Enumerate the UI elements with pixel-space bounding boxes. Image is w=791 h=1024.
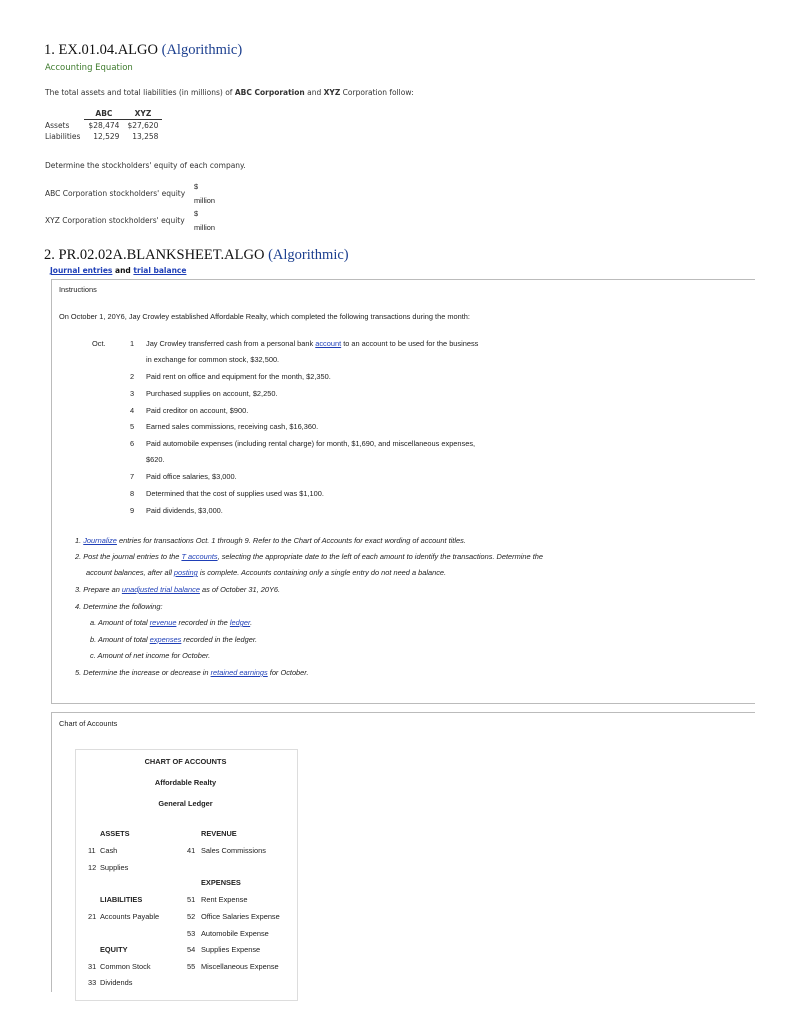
panel-left-border (51, 279, 52, 704)
account-number: 54 (187, 945, 196, 954)
step-4 (75, 602, 163, 611)
account-link[interactable]: account (315, 339, 342, 348)
q1-answer-label-abc: ABC Corporation stockholders' equity (45, 189, 186, 198)
transaction-text-line2: in exchange for common stock, $32,500. (146, 355, 280, 364)
account-name: Supplies Expense (201, 945, 261, 954)
expenses-link[interactable]: expenses (149, 635, 182, 644)
table-cell: $28,474 (88, 121, 120, 130)
q1-data-table (41, 108, 162, 142)
account-number: 31 (88, 962, 97, 971)
q2-heading (50, 266, 186, 275)
step-number: 1. (75, 536, 82, 545)
account-name: Common Stock (100, 962, 151, 971)
table-header: ABC (84, 108, 123, 120)
coa-liabilities-heading: LIABILITIES (100, 895, 143, 904)
journalize-link[interactable]: Journalize (83, 536, 117, 545)
coa-company: Affordable Realty (154, 778, 217, 787)
transaction-text: Earned sales commissions, receiving cash, $16,360. (146, 422, 319, 431)
step-text: b. Amount of total (90, 635, 150, 644)
account-number: 21 (88, 912, 97, 921)
transaction-day: 8 (130, 489, 135, 498)
step-4c: c. Amount of net income for October. (90, 651, 211, 660)
q2-title-main: 2. PR.02.02A.BLANKSHEET.ALGO (44, 247, 269, 263)
q1-title (44, 42, 242, 59)
account-name: Office Salaries Expense (201, 912, 280, 921)
step-text: as of October 31, 20Y6. (199, 585, 281, 594)
unadjusted-trial-balance-link[interactable]: unadjusted trial balance (121, 585, 200, 594)
step-text: a. Amount of total (90, 618, 150, 627)
coa-label: Chart of Accounts (59, 719, 118, 728)
step-text: Determine the increase or decrease in (83, 668, 211, 677)
q2-heading-and: and (112, 266, 134, 275)
account-name: Automobile Expense (201, 929, 269, 938)
transaction-text-post: to an account to be used for the business (341, 339, 479, 348)
coa-panel-left-border (51, 712, 52, 992)
unit-label: million (194, 223, 215, 232)
q1-intro-xyz: XYZ (323, 88, 341, 97)
account-name: Cash (100, 846, 118, 855)
q1-intro-abc: ABC Corporation (234, 88, 305, 97)
coa-title: CHART OF ACCOUNTS (144, 757, 227, 766)
table-row (41, 120, 162, 132)
coa-assets-heading: ASSETS (100, 829, 130, 838)
instructions-label: Instructions (59, 285, 97, 294)
table-header (41, 108, 84, 120)
account-name: Supplies (100, 863, 129, 872)
table-cell: $27,620 (127, 121, 159, 130)
q1-prompt: Determine the stockholders' equity of each company. (45, 161, 246, 170)
transaction-month: Oct. (92, 339, 106, 348)
step-2 (75, 552, 543, 561)
transaction-day: 6 (130, 439, 135, 448)
q1-subtitle: Accounting Equation (45, 63, 133, 73)
account-number: 33 (88, 978, 97, 987)
q1-intro-post: Corporation follow: (340, 88, 414, 97)
table-row (41, 131, 162, 142)
transaction-text-pre: Jay Crowley transferred cash from a personal bank (146, 339, 316, 348)
step-1 (75, 536, 466, 545)
ledger-link[interactable]: ledger (229, 618, 251, 627)
q1-intro-text: The total assets and total liabilities (in millions) of (45, 88, 235, 97)
transaction-text: Paid automobile expenses (including rental charge) for month, $1,690, and miscellaneous expenses, (146, 439, 476, 448)
transaction-text: Paid rent on office and equipment for the month, $2,350. (146, 372, 331, 381)
transaction-text: Paid office salaries, $3,000. (146, 472, 237, 481)
transaction-day: 7 (130, 472, 135, 481)
coa-expenses-heading: EXPENSES (201, 878, 241, 887)
transaction-day: 4 (130, 406, 135, 415)
currency-symbol: $ (194, 209, 199, 218)
coa-ledger: General Ledger (158, 799, 213, 808)
transaction-text: Paid dividends, $3,000. (146, 506, 223, 515)
account-number: 12 (88, 863, 97, 872)
step-text: , selecting the appropriate date to the left of each amount to identify the transactions. Determine the (217, 552, 543, 561)
q2-title-algo: (Algorithmic) (268, 247, 349, 263)
q2-intro: On October 1, 20Y6, Jay Crowley established Affordable Realty, which completed the following transactions during the month: (59, 312, 470, 321)
transaction-day: 3 (130, 389, 135, 398)
currency-symbol: $ (194, 182, 199, 191)
trial-balance-link[interactable]: trial balance (133, 266, 187, 275)
step-text: entries for transactions Oct. 1 through 9. Refer to the Chart of Accounts for exact wording of account titles. (116, 536, 466, 545)
coa-equity-heading: EQUITY (100, 945, 128, 954)
transaction-text: Purchased supplies on account, $2,250. (146, 389, 278, 398)
step-5 (75, 668, 309, 677)
journal-entries-link[interactable]: Journal entries (50, 266, 113, 275)
coa-panel-top-border (51, 712, 755, 713)
step-text: account balances, after all (86, 568, 174, 577)
transaction-day: 5 (130, 422, 135, 431)
step-number: 4. (75, 602, 82, 611)
step-text: . (250, 618, 253, 627)
q1-answer-label-xyz: XYZ Corporation stockholders' equity (45, 216, 185, 225)
transaction-day: 1 (130, 339, 135, 348)
q1-intro (45, 88, 414, 97)
account-name: Rent Expense (201, 895, 248, 904)
step-number: 3. (75, 585, 82, 594)
transaction-text (146, 339, 478, 348)
transaction-text: Determined that the cost of supplies used was $1,100. (146, 489, 324, 498)
panel-bottom-border (51, 703, 755, 704)
account-number: 41 (187, 846, 196, 855)
account-number: 51 (187, 895, 196, 904)
account-name: Sales Commissions (201, 846, 266, 855)
step-text: recorded in the (176, 618, 230, 627)
step-text: Post the journal entries to the (83, 552, 182, 561)
transaction-text-line2: $620. (146, 455, 165, 464)
account-number: 11 (88, 846, 96, 855)
q1-title-main: 1. EX.01.04.ALGO (44, 42, 162, 58)
step-text: recorded in the ledger. (181, 635, 258, 644)
q2-title (44, 247, 349, 264)
account-name: Dividends (100, 978, 133, 987)
table-cell: Assets (45, 120, 70, 130)
step-text: is complete. Accounts containing only a single entry do not need a balance. (197, 568, 447, 577)
q1-intro-and: and (304, 88, 324, 97)
revenue-link[interactable]: revenue (149, 618, 177, 627)
step-number: 2. (75, 552, 82, 561)
step-3 (75, 585, 280, 594)
q1-title-algo: (Algorithmic) (161, 42, 243, 58)
step-text: Prepare an (83, 585, 122, 594)
posting-link[interactable]: posting (173, 568, 198, 577)
step-text: for October. (267, 668, 309, 677)
table-cell: 13,258 (132, 132, 159, 141)
unit-label: million (194, 196, 215, 205)
transaction-day: 2 (130, 372, 135, 381)
step-4a (90, 618, 252, 627)
account-number: 53 (187, 929, 196, 938)
retained-earnings-link[interactable]: retained earnings (210, 668, 268, 677)
t-accounts-link[interactable]: T accounts (181, 552, 218, 561)
step-text: Determine the following: (83, 602, 163, 611)
account-name: Accounts Payable (100, 912, 160, 921)
table-cell: Liabilities (45, 132, 81, 141)
account-number: 52 (187, 912, 196, 921)
account-name: Miscellaneous Expense (201, 962, 279, 971)
step-number: 5. (75, 668, 82, 677)
step-2-line2 (86, 568, 446, 577)
step-4b (90, 635, 257, 644)
table-cell: 12,529 (93, 132, 120, 141)
transaction-text: Paid creditor on account, $900. (146, 406, 249, 415)
panel-top-border (51, 279, 755, 280)
account-number: 55 (187, 962, 196, 971)
table-header: XYZ (123, 108, 162, 120)
transaction-day: 9 (130, 506, 135, 515)
coa-revenue-heading: REVENUE (201, 829, 237, 838)
